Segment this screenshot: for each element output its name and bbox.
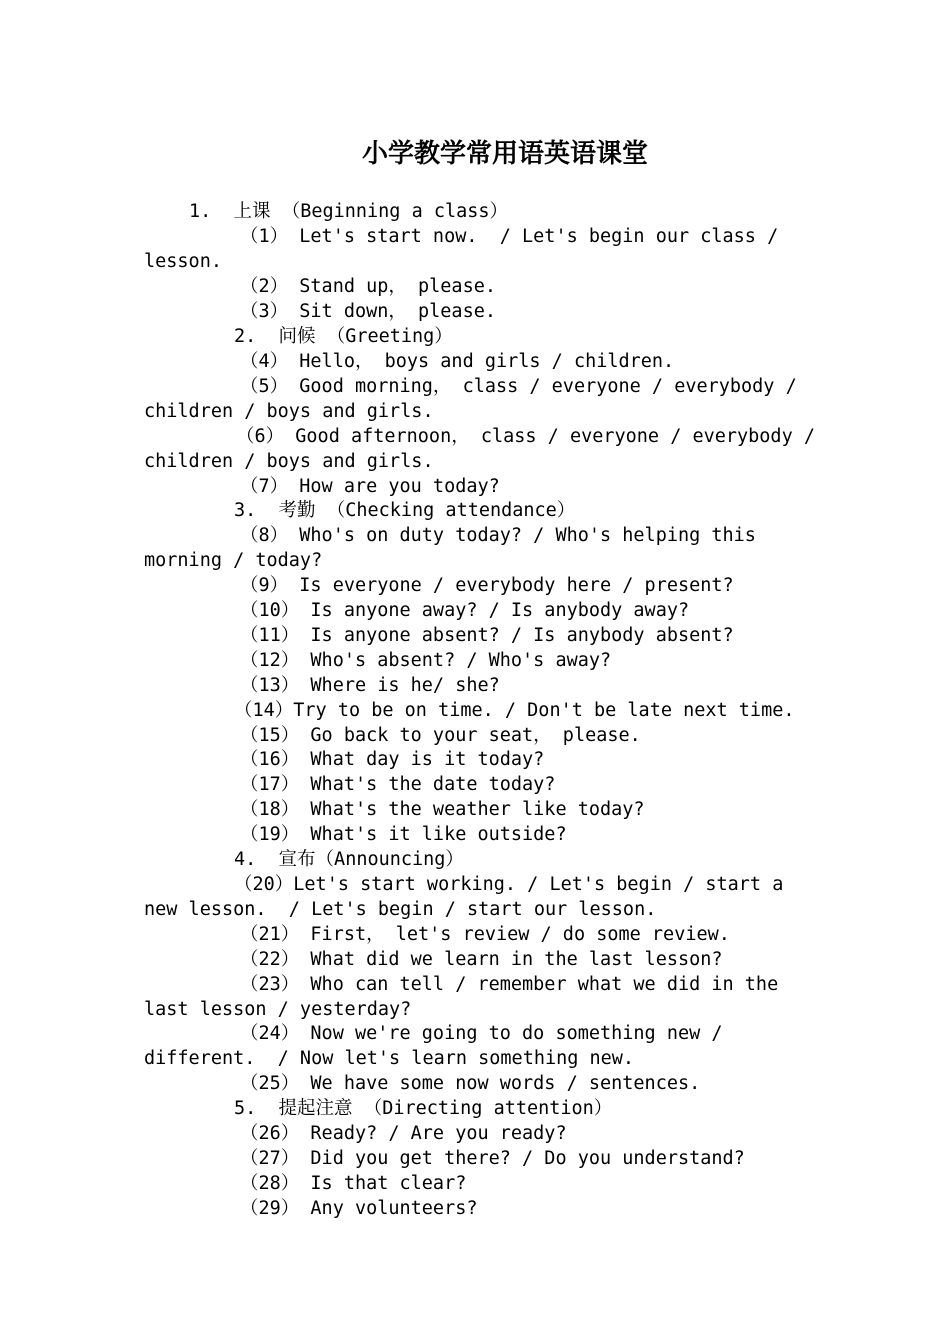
phrase-continuation: children / boys and girls. — [144, 401, 434, 422]
phrase-line: （5） Good morning， class / everyone / everybody / — [240, 376, 797, 397]
phrase-line: （26） Ready? / Are you ready? — [240, 1123, 567, 1144]
phrase-line: （29） Any volunteers? — [240, 1198, 478, 1219]
phrase-line: （14）Try to be on time. / Don't be late next time. — [234, 700, 795, 721]
section-heading: 3. 考勤 （Checking attendance） — [234, 500, 576, 521]
phrase-line: （23） Who can tell / remember what we did in the — [240, 974, 779, 995]
phrase-line: （6） Good afternoon， class / everyone / everybody / — [236, 426, 815, 447]
phrase-line: （8） Who's on duty today? / Who's helping this — [240, 525, 756, 546]
phrase-line: （28） Is that clear? — [240, 1173, 467, 1194]
phrase-line: （3） Sit down， please. — [240, 301, 496, 322]
phrase-line: （11） Is anyone absent? / Is anybody absent? — [240, 625, 734, 646]
phrase-line: （7） How are you today? — [240, 476, 500, 497]
phrase-line: （12） Who's absent? / Who's away? — [240, 650, 612, 671]
phrase-continuation: morning / today? — [144, 550, 323, 571]
phrase-line: （18） What's the weather like today? — [240, 799, 645, 820]
phrase-line: （4） Hello， boys and girls / children. — [240, 351, 675, 372]
phrase-line: （10） Is anyone away? / Is anybody away? — [240, 600, 690, 621]
phrase-line: （13） Where is he/ she? — [240, 675, 500, 696]
page-title: 小学教学常用语英语课堂 — [361, 139, 648, 169]
section-heading: 1. 上课 （Beginning a class） — [189, 201, 509, 222]
phrase-line: （16） What day is it today? — [240, 749, 545, 770]
phrase-line: （22） What did we learn in the last lesson? — [240, 949, 723, 970]
phrase-line: （25） We have some now words / sentences. — [240, 1073, 701, 1094]
phrase-line: （9） Is everyone / everybody here / present? — [240, 575, 734, 596]
phrase-line: （20）Let's start working. / Let's begin / start a — [234, 874, 784, 895]
phrase-continuation: children / boys and girls. — [144, 451, 434, 472]
phrase-line: （21） First， let's review / do some review. — [240, 924, 730, 945]
phrase-continuation: lesson. — [144, 251, 222, 272]
phrase-line: （17） What's the date today? — [240, 774, 556, 795]
phrase-line: （15） Go back to your seat， please. — [240, 725, 641, 746]
phrase-continuation: new lesson. / Let's begin / start our lesson. — [144, 899, 657, 920]
section-heading: 2. 问候 （Greeting） — [234, 326, 453, 347]
phrase-line: （2） Stand up， please. — [240, 276, 496, 297]
phrase-line: （19） What's it like outside? — [240, 824, 567, 845]
phrase-continuation: different. / Now let's learn something new. — [144, 1048, 635, 1069]
section-heading: 5. 提起注意 （Directing attention） — [234, 1098, 613, 1119]
section-heading: 4. 宣布（Announcing） — [234, 849, 464, 870]
phrase-line: （27） Did you get there? / Do you understand? — [240, 1148, 745, 1169]
phrase-line: （24） Now we're going to do something new / — [240, 1023, 723, 1044]
phrase-line: （1） Let's start now. / Let's begin our class / — [240, 226, 779, 247]
phrase-continuation: last lesson / yesterday? — [144, 999, 412, 1020]
